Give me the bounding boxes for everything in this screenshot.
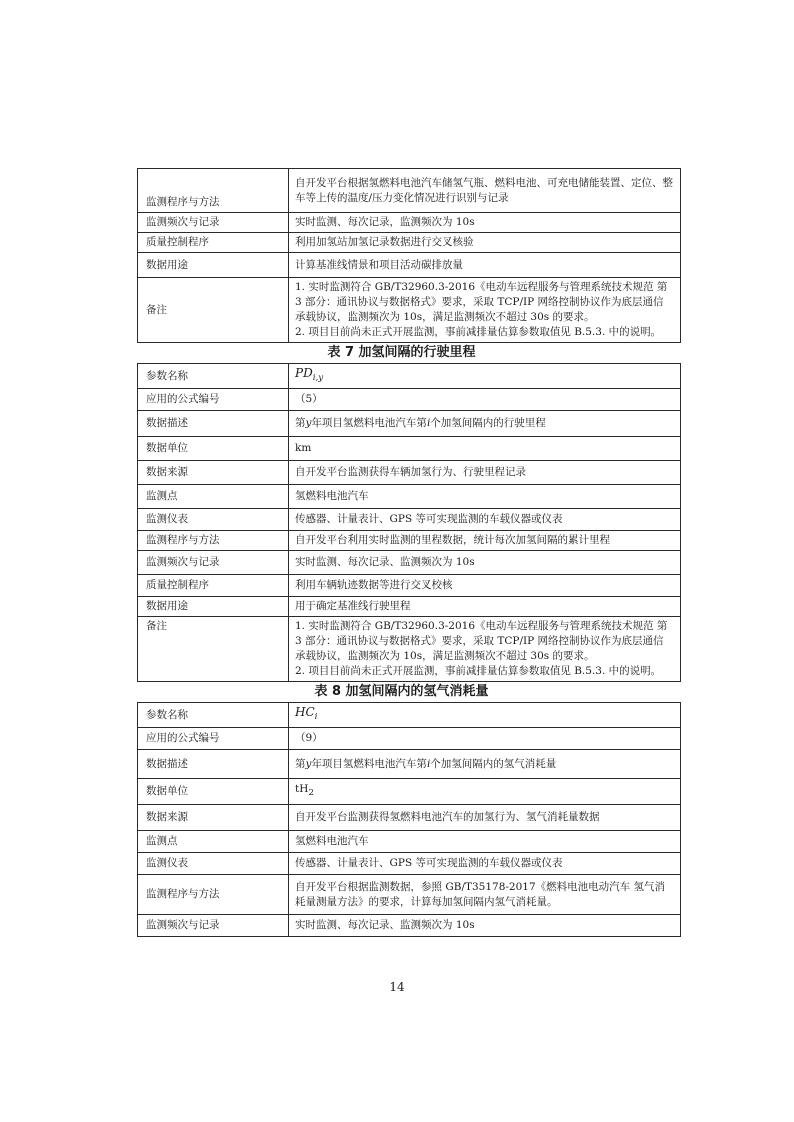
table-row	[138, 703, 681, 728]
remark-line: 1. 实时监测符合 GB/T32960.3-2016《电动车远程服务与管理系统技术规范 第 3 部分：通讯协议与数据格式》要求，采取 TCP/IP 网络控制协议作为底层通信承载协议，监测频次为 10s，满足监测频次不超过 30s 的要求。	[295, 281, 668, 323]
table-row	[138, 389, 681, 411]
row-key: 数据来源	[138, 805, 289, 831]
row-key: 数据单位	[138, 779, 289, 805]
row-key: 数据来源	[138, 461, 289, 485]
row-key: 参数名称	[138, 364, 289, 389]
row-value: 传感器、计量表计、GPS 等可实现监测的车载仪器或仪表	[289, 509, 681, 531]
row-key: 参数名称	[138, 703, 289, 728]
table-row	[138, 233, 681, 253]
row-value: 第y年项目氢燃料电池汽车第i个加氢间隔内的行驶里程	[289, 411, 681, 437]
row-key: 应用的公式编号	[138, 389, 289, 411]
row-key: 应用的公式编号	[138, 728, 289, 750]
remarks-cell	[289, 617, 681, 682]
table-row	[138, 213, 681, 233]
remark-line: 2. 项目目前尚未正式开展监测，事前减排量估算参数取值见 B.5.3. 中的说明。	[295, 665, 662, 678]
row-value: 氢燃料电池汽车	[289, 831, 681, 853]
row-key: 质量控制程序	[138, 575, 289, 597]
row-value: 传感器、计量表计、GPS 等可实现监测的车载仪器或仪表	[289, 853, 681, 875]
row-key: 备注	[138, 278, 289, 343]
row-key: 备注	[138, 617, 289, 682]
row-value: 利用加氢站加氢记录数据进行交叉核验	[289, 233, 681, 253]
row-value: 用于确定基准线行驶里程	[289, 597, 681, 617]
row-value: km	[289, 437, 681, 461]
row-key: 监测仪表	[138, 853, 289, 875]
row-key: 数据描述	[138, 411, 289, 437]
table-row	[138, 853, 681, 875]
table-row	[138, 531, 681, 551]
row-key: 监测频次与记录	[138, 915, 289, 937]
row-value: 实时监测、每次记录、监测频次为 10s	[289, 915, 681, 937]
table-row	[138, 411, 681, 437]
table-7-title: 表 7 加氢间隔的行驶里程	[327, 345, 476, 360]
row-key: 数据用途	[138, 597, 289, 617]
row-value: 实时监测、每次记录、监测频次为 10s	[289, 551, 681, 575]
symbol-sub: i,y	[312, 373, 324, 384]
param-symbol	[289, 703, 681, 728]
remarks-cell	[289, 278, 681, 343]
row-key: 数据用途	[138, 253, 289, 278]
table-row	[138, 831, 681, 853]
table-row	[138, 728, 681, 750]
row-key: 监测程序与方法	[138, 875, 289, 915]
table-row	[138, 253, 681, 278]
row-value: 自开发平台监测获得车辆加氢行为、行驶里程记录	[289, 461, 681, 485]
table-row	[138, 875, 681, 915]
symbol-main: PD	[295, 366, 313, 380]
row-value: 实时监测、每次记录，监测频次为 10s	[289, 213, 681, 233]
symbol-sub: i	[314, 712, 318, 723]
row-value: 利用车辆轨迹数据等进行交叉校核	[289, 575, 681, 597]
table-8	[137, 702, 681, 937]
table-row	[138, 575, 681, 597]
table-row	[138, 915, 681, 937]
symbol-main: HC	[295, 705, 315, 720]
table-row	[138, 779, 681, 805]
table-row	[138, 278, 681, 343]
row-value: 计算基准线情景和项目活动碳排放量	[289, 253, 681, 278]
row-key: 监测频次与记录	[138, 213, 289, 233]
row-key: 监测程序与方法	[138, 169, 289, 213]
row-value: （9）	[289, 728, 681, 750]
row-value: （5）	[289, 389, 681, 411]
table-row	[138, 597, 681, 617]
remark-line: 2. 项目目前尚未正式开展监测，事前减排量估算参数取值见 B.5.3. 中的说明。	[295, 326, 662, 338]
document-page	[137, 168, 673, 937]
table-row	[138, 485, 681, 509]
row-key: 监测点	[138, 831, 289, 853]
table-row	[138, 551, 681, 575]
table-row	[138, 461, 681, 485]
row-value: 自开发平台根据氢燃料电池汽车储氢气瓶、燃料电池、可充电储能装置、定位、整车等上传的温度/压力变化情况进行识别与记录	[289, 169, 681, 213]
row-key: 监测仪表	[138, 509, 289, 531]
row-key: 数据描述	[138, 750, 289, 779]
row-value: 氢燃料电池汽车	[289, 485, 681, 509]
table-row	[138, 509, 681, 531]
row-value: 自开发平台利用实时监测的里程数据，统计每次加氢间隔的累计里程	[289, 531, 681, 551]
row-value: 自开发平台根据监测数据，参照 GB/T35178-2017《燃料电池电动汽车 氢气消耗量测量方法》的要求，计算每加氢间隔内氢气消耗量。	[289, 875, 681, 915]
row-key: 监测程序与方法	[138, 531, 289, 551]
row-key: 监测点	[138, 485, 289, 509]
param-symbol	[289, 364, 681, 389]
row-value: $tH_2$	[289, 779, 681, 805]
table-row	[138, 805, 681, 831]
page-number: 14	[389, 980, 405, 994]
table-row	[138, 617, 681, 682]
table-row	[138, 750, 681, 779]
table-row	[138, 169, 681, 213]
table-row	[138, 364, 681, 389]
row-key: 监测频次与记录	[138, 551, 289, 575]
remark-line: 1. 实时监测符合 GB/T32960.3-2016《电动车远程服务与管理系统技术规范 第 3 部分：通讯协议与数据格式》要求，采取 TCP/IP 网络控制协议作为底层通信承载协议，监测频次为 10s，满足监测频次不超过 30s 的要求。	[295, 620, 668, 663]
row-value: 自开发平台监测获得氢燃料电池汽车的加氢行为、氢气消耗量数据	[289, 805, 681, 831]
row-key: 数据单位	[138, 437, 289, 461]
table-8-title: 表 8 加氢间隔内的氢气消耗量	[314, 684, 489, 700]
row-key: 质量控制程序	[138, 233, 289, 253]
table-7	[137, 363, 681, 682]
table-prev-continued	[137, 168, 681, 343]
row-value: 第y年项目氢燃料电池汽车第i个加氢间隔内的氢气消耗量	[289, 750, 681, 779]
table-row	[138, 437, 681, 461]
